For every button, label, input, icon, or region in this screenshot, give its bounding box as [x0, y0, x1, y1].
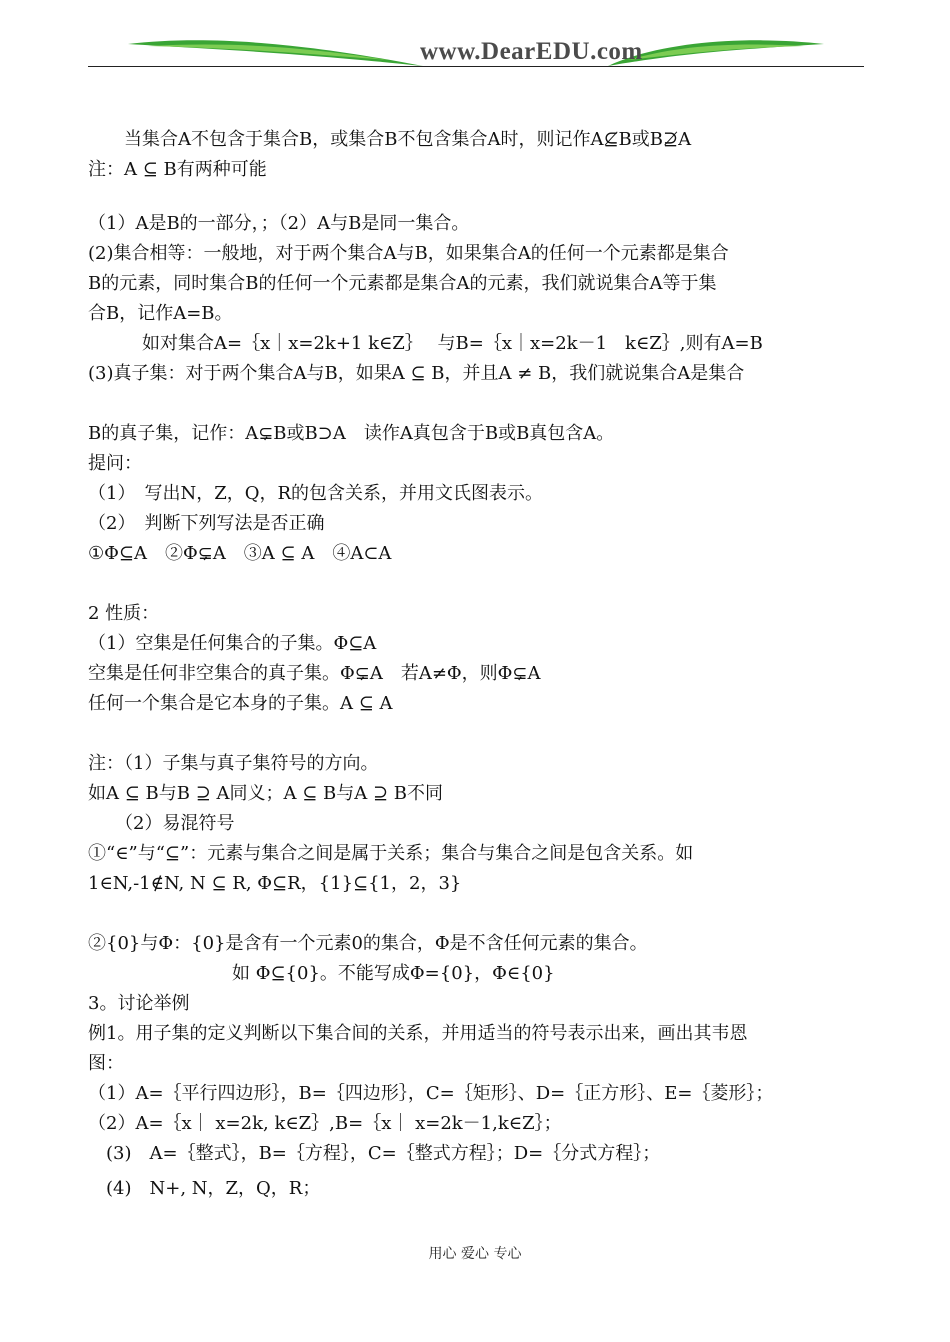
text-line: ①“∈”与“⊆”：元素与集合之间是属于关系；集合与集合之间是包含关系。如: [88, 843, 694, 864]
text-line: 如对集合A=｛x｜x=2k+1 k∈Z｝ 与B=｛x｜x=2k－1 k∈Z｝,则有A=B: [88, 333, 763, 354]
text-line: 如 Φ⊆{0}。不能写成Φ={0}，Φ∈{0}: [88, 963, 555, 984]
text-line: 合B，记作A=B。: [88, 303, 233, 324]
text-line: ②{0}与Φ：{0}是含有一个元素0的集合，Φ是不含任何元素的集合。: [88, 933, 648, 954]
text-line: （1） 写出N，Z，Q，R的包含关系，并用文氏图表示。: [88, 483, 544, 504]
page-footer: 用心 爱心 专心: [428, 1246, 522, 1262]
site-logo: www.DearEDU.com: [420, 38, 643, 65]
text-line: （1）A=｛平行四边形｝，B=｛四边形｝，C=｛矩形｝、D=｛正方形｝、E=｛菱形｝；: [88, 1083, 774, 1104]
text-line: （2） 判断下列写法是否正确: [88, 513, 325, 534]
text-line: (4) N+, N，Z，Q，R；: [88, 1178, 321, 1199]
text-line: B的真子集，记作：A⊊B或B⊃A 读作A真包含于B或B真包含A。: [88, 423, 615, 444]
text-line: 如A ⊆ B与B ⊇ A同义；A ⊆ B与A ⊇ B不同: [88, 783, 444, 804]
text-line: 图：: [88, 1053, 124, 1074]
text-line: （2）A=｛x｜ x=2k, k∈Z｝,B=｛x｜ x=2k－1,k∈Z｝；: [88, 1113, 562, 1134]
text-line: (3) A=｛整式｝，B=｛方程｝，C=｛整式方程｝；D=｛分式方程｝；: [88, 1143, 661, 1164]
text-line: 任何一个集合是它本身的子集。A ⊆ A: [88, 693, 393, 714]
text-line: （2）易混符号: [88, 813, 235, 834]
text-line: 空集是任何非空集合的真子集。Φ⊊A 若A≠Φ，则Φ⊊A: [88, 663, 541, 684]
text-line: （1）空集是任何集合的子集。Φ⊆A: [88, 633, 377, 654]
text-line: 注：A ⊆ B有两种可能: [88, 159, 267, 180]
text-line: 例1。用子集的定义判断以下集合间的关系，并用适当的符号表示出来，画出其韦恩: [88, 1023, 748, 1044]
text-line: (3)真子集：对于两个集合A与B，如果A ⊆ B，并且A ≠ B，我们就说集合A是集合: [88, 363, 745, 384]
text-line: 2 性质：: [88, 603, 160, 624]
text-line: （1）A是B的一部分，；（2）A与B是同一集合。: [88, 213, 470, 234]
text-line: ①Φ⊆A ②Φ⊊A ③A ⊆ A ④A⊂A: [88, 543, 392, 564]
text-line: 3。讨论举例: [88, 993, 190, 1014]
text-line: (2)集合相等：一般地，对于两个集合A与B，如果集合A的任何一个元素都是集合: [88, 243, 729, 264]
header-divider: [88, 66, 864, 67]
text-line: B的元素，同时集合B的任何一个元素都是集合A的元素，我们就说集合A等于集: [88, 273, 717, 294]
text-line: 当集合A不包含于集合B，或集合B不包含集合A时，则记作A⊈B或B⊉A: [88, 129, 692, 150]
text-line: 提问：: [88, 453, 142, 474]
text-line: 1∈N,-1∉N, N ⊆ R, Φ⊆R，{1}⊆{1，2，3}: [88, 873, 462, 894]
text-line: 注：（1）子集与真子集符号的方向。: [88, 753, 379, 774]
